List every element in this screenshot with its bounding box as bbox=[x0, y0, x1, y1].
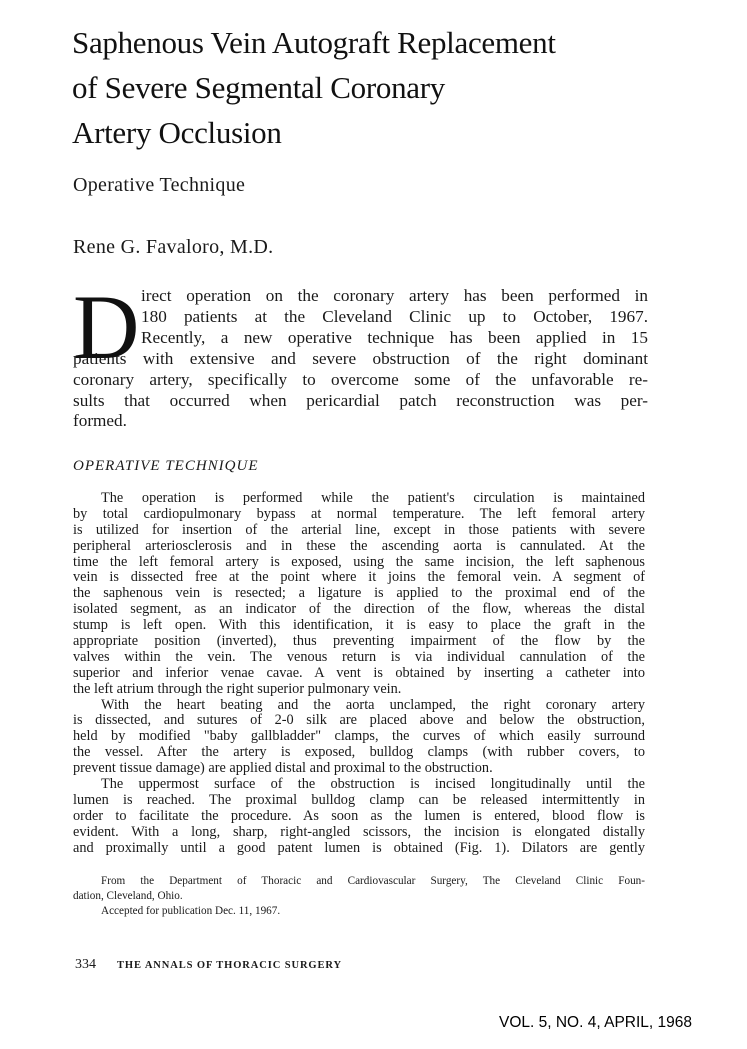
body-line: by total cardiopulmonary bypass at normal temperature. The left femoral artery bbox=[73, 505, 645, 522]
section-heading: OPERATIVE TECHNIQUE bbox=[73, 458, 259, 474]
body-line: superior and inferior venae cavae. A vent is obtained by inserting a catheter into bbox=[73, 664, 645, 681]
intro-paragraph bbox=[73, 276, 648, 432]
title-line: Artery Occlusion bbox=[72, 115, 282, 150]
drop-cap: D bbox=[73, 276, 140, 378]
body-line: the vessel. After the artery is exposed, bulldog clamps (with rubber covers, to bbox=[73, 744, 645, 761]
journal-name: THE ANNALS OF THORACIC SURGERY bbox=[117, 960, 342, 971]
body-line: lumen is reached. The proximal bulldog clamp can be released intermittently in bbox=[73, 791, 645, 808]
body-line: With the heart beating and the aorta unclamped, the right coronary artery bbox=[101, 696, 645, 713]
body-line: valves within the vein. The venous return is via individual cannulation of the bbox=[73, 648, 645, 665]
body-text bbox=[73, 491, 645, 856]
body-line: evident. With a long, sharp, right-angled scissors, the incision is elongated distally bbox=[73, 823, 645, 840]
footnote-line: dation, Cleveland, Ohio. bbox=[73, 890, 183, 902]
body-line: time the left femoral artery is exposed, using the same incision, the left saphenous bbox=[73, 553, 645, 570]
body-line: the left atrium through the right superior pulmonary vein. bbox=[73, 680, 402, 697]
article-title bbox=[72, 20, 692, 155]
intro-line: sults that occurred when pericardial patch reconstruction was per- bbox=[73, 390, 648, 410]
body-line: is utilized for insertion of the arterial line, except in those patients with severe bbox=[73, 521, 645, 538]
intro-line: patients with extensive and severe obstruction of the right dominant bbox=[73, 348, 648, 368]
intro-line: Recently, a new operative technique has been applied in 15 bbox=[141, 327, 648, 347]
body-line: The operation is performed while the patient's circulation is maintained bbox=[101, 490, 645, 506]
volume-label: VOL. 5, NO. 4, APRIL, 1968 bbox=[499, 1014, 692, 1031]
footnote-line: Accepted for publication Dec. 11, 1967. bbox=[101, 905, 281, 917]
body-line: the saphenous vein is resected; a ligature is applied to the proximal end of the bbox=[73, 585, 645, 602]
intro-line: formed. bbox=[73, 411, 127, 431]
body-line: and proximally until a good patent lumen is obtained (Fig. 1). Dilators are gently bbox=[73, 839, 645, 856]
intro-line: coronary artery, specifically to overcome some of the unfavorable re- bbox=[73, 369, 648, 389]
intro-line: irect operation on the coronary artery has been performed in bbox=[141, 286, 648, 305]
article-subtitle: Operative Technique bbox=[73, 174, 246, 196]
title-line: of Severe Segmental Coronary bbox=[72, 70, 445, 105]
footnote-line: From the Department of Thoracic and Cardiovascular Surgery, The Cleveland Clinic Foun- bbox=[101, 875, 645, 887]
body-line: vein is dissected free at the point where it joins the femoral vein. A segment of bbox=[73, 569, 645, 586]
body-line: held by modified "baby gallbladder" clamps, the curves of which easily surround bbox=[73, 728, 645, 745]
body-line: isolated segment, as an indicator of the direction of the flow, whereas the distal bbox=[73, 601, 645, 618]
body-line: prevent tissue damage) are applied distal and proximal to the obstruction. bbox=[73, 760, 493, 777]
body-line: appropriate position (inverted), thus preventing impairment of the flow by the bbox=[73, 633, 645, 650]
page-number: 334 bbox=[75, 957, 96, 972]
body-line: peripheral arteriosclerosis and in these the ascending aorta is cannulated. At the bbox=[73, 537, 645, 554]
title-line: Saphenous Vein Autograft Replacement bbox=[72, 25, 556, 60]
body-line: order to facilitate the procedure. As soon as the lumen is entered, blood flow is bbox=[73, 807, 645, 824]
intro-line: 180 patients at the Cleveland Clinic up to October, 1967. bbox=[141, 306, 648, 326]
running-footer bbox=[75, 957, 342, 973]
body-line: stump is left open. With this identification, it is easy to place the graft in the bbox=[73, 617, 645, 634]
author-name: Rene G. Favaloro, M.D. bbox=[73, 236, 274, 258]
footnote bbox=[73, 874, 645, 919]
body-line: is dissected, and sutures of 2-0 silk are placed above and below the obstruction, bbox=[73, 712, 645, 729]
body-line: The uppermost surface of the obstruction is incised longitudinally until the bbox=[101, 776, 645, 793]
